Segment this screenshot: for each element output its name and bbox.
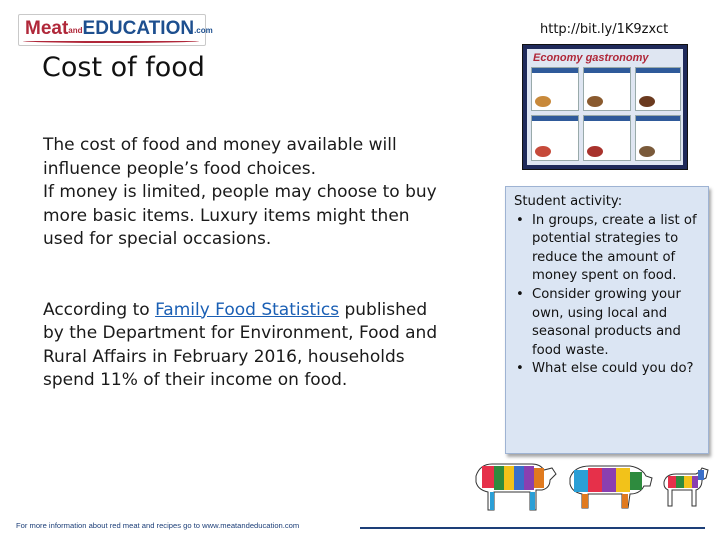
activity-item: • Consider growing your own, using local and seasonal products and food waste. — [516, 286, 681, 358]
lamb-icon — [664, 468, 708, 506]
brand-logo — [18, 14, 213, 46]
footer-divider — [360, 527, 705, 529]
logo-com: .com — [194, 26, 213, 35]
activity-item: • What else could you do? — [514, 360, 700, 379]
paragraph-3 — [43, 299, 438, 393]
family-food-statistics-link[interactable]: Family Food Statistics — [155, 299, 340, 320]
logo-wordmark — [25, 18, 213, 40]
student-activity-box — [505, 186, 709, 454]
activity-heading: Student activity: — [514, 194, 623, 209]
poster-panel — [583, 115, 631, 161]
paragraph-2: If money is limited, people may choose to buy more basic items. Luxury items might then used for special occasions. — [43, 182, 437, 249]
page-title: Cost of food — [42, 52, 205, 83]
paragraph-1: The cost of food and money available will influence people’s food choices. — [43, 135, 397, 179]
poster-inner — [527, 49, 683, 165]
poster-panel — [583, 67, 631, 111]
poster-title: Economy gastronomy — [533, 52, 649, 64]
poster-panel — [635, 67, 681, 111]
logo-and: and — [68, 26, 83, 35]
cow-icon — [476, 464, 556, 510]
bullet-icon: • — [516, 212, 524, 228]
footer — [0, 518, 720, 540]
economy-gastronomy-poster — [522, 44, 688, 170]
footer-text: For more information about red meat and recipes go to www.meatandeducation.com — [16, 521, 300, 530]
bullet-icon: • — [516, 361, 524, 377]
activity-item: • In groups, create a list of potential strategies to reduce the amount of money spent on food. — [516, 212, 697, 284]
paragraph-3-rest: published by the Department for Environment, Food and Rural Affairs in February 2016, households spend 11% of their income on food. — [43, 299, 438, 390]
short-url: http://bit.ly/1K9zxct — [540, 22, 669, 37]
poster-panel — [531, 67, 579, 111]
meat-cuts-animals — [470, 458, 710, 522]
logo-swoosh — [23, 39, 199, 43]
pig-icon — [570, 466, 652, 508]
activity-list — [514, 212, 700, 379]
logo-meat: Meat — [25, 18, 69, 39]
paragraph-3-intro: According to — [43, 299, 156, 320]
poster-panel — [635, 115, 681, 161]
logo-education: EDUCATION — [82, 18, 195, 39]
body-text — [43, 134, 438, 393]
bullet-icon: • — [516, 286, 524, 302]
poster-panel — [531, 115, 579, 161]
